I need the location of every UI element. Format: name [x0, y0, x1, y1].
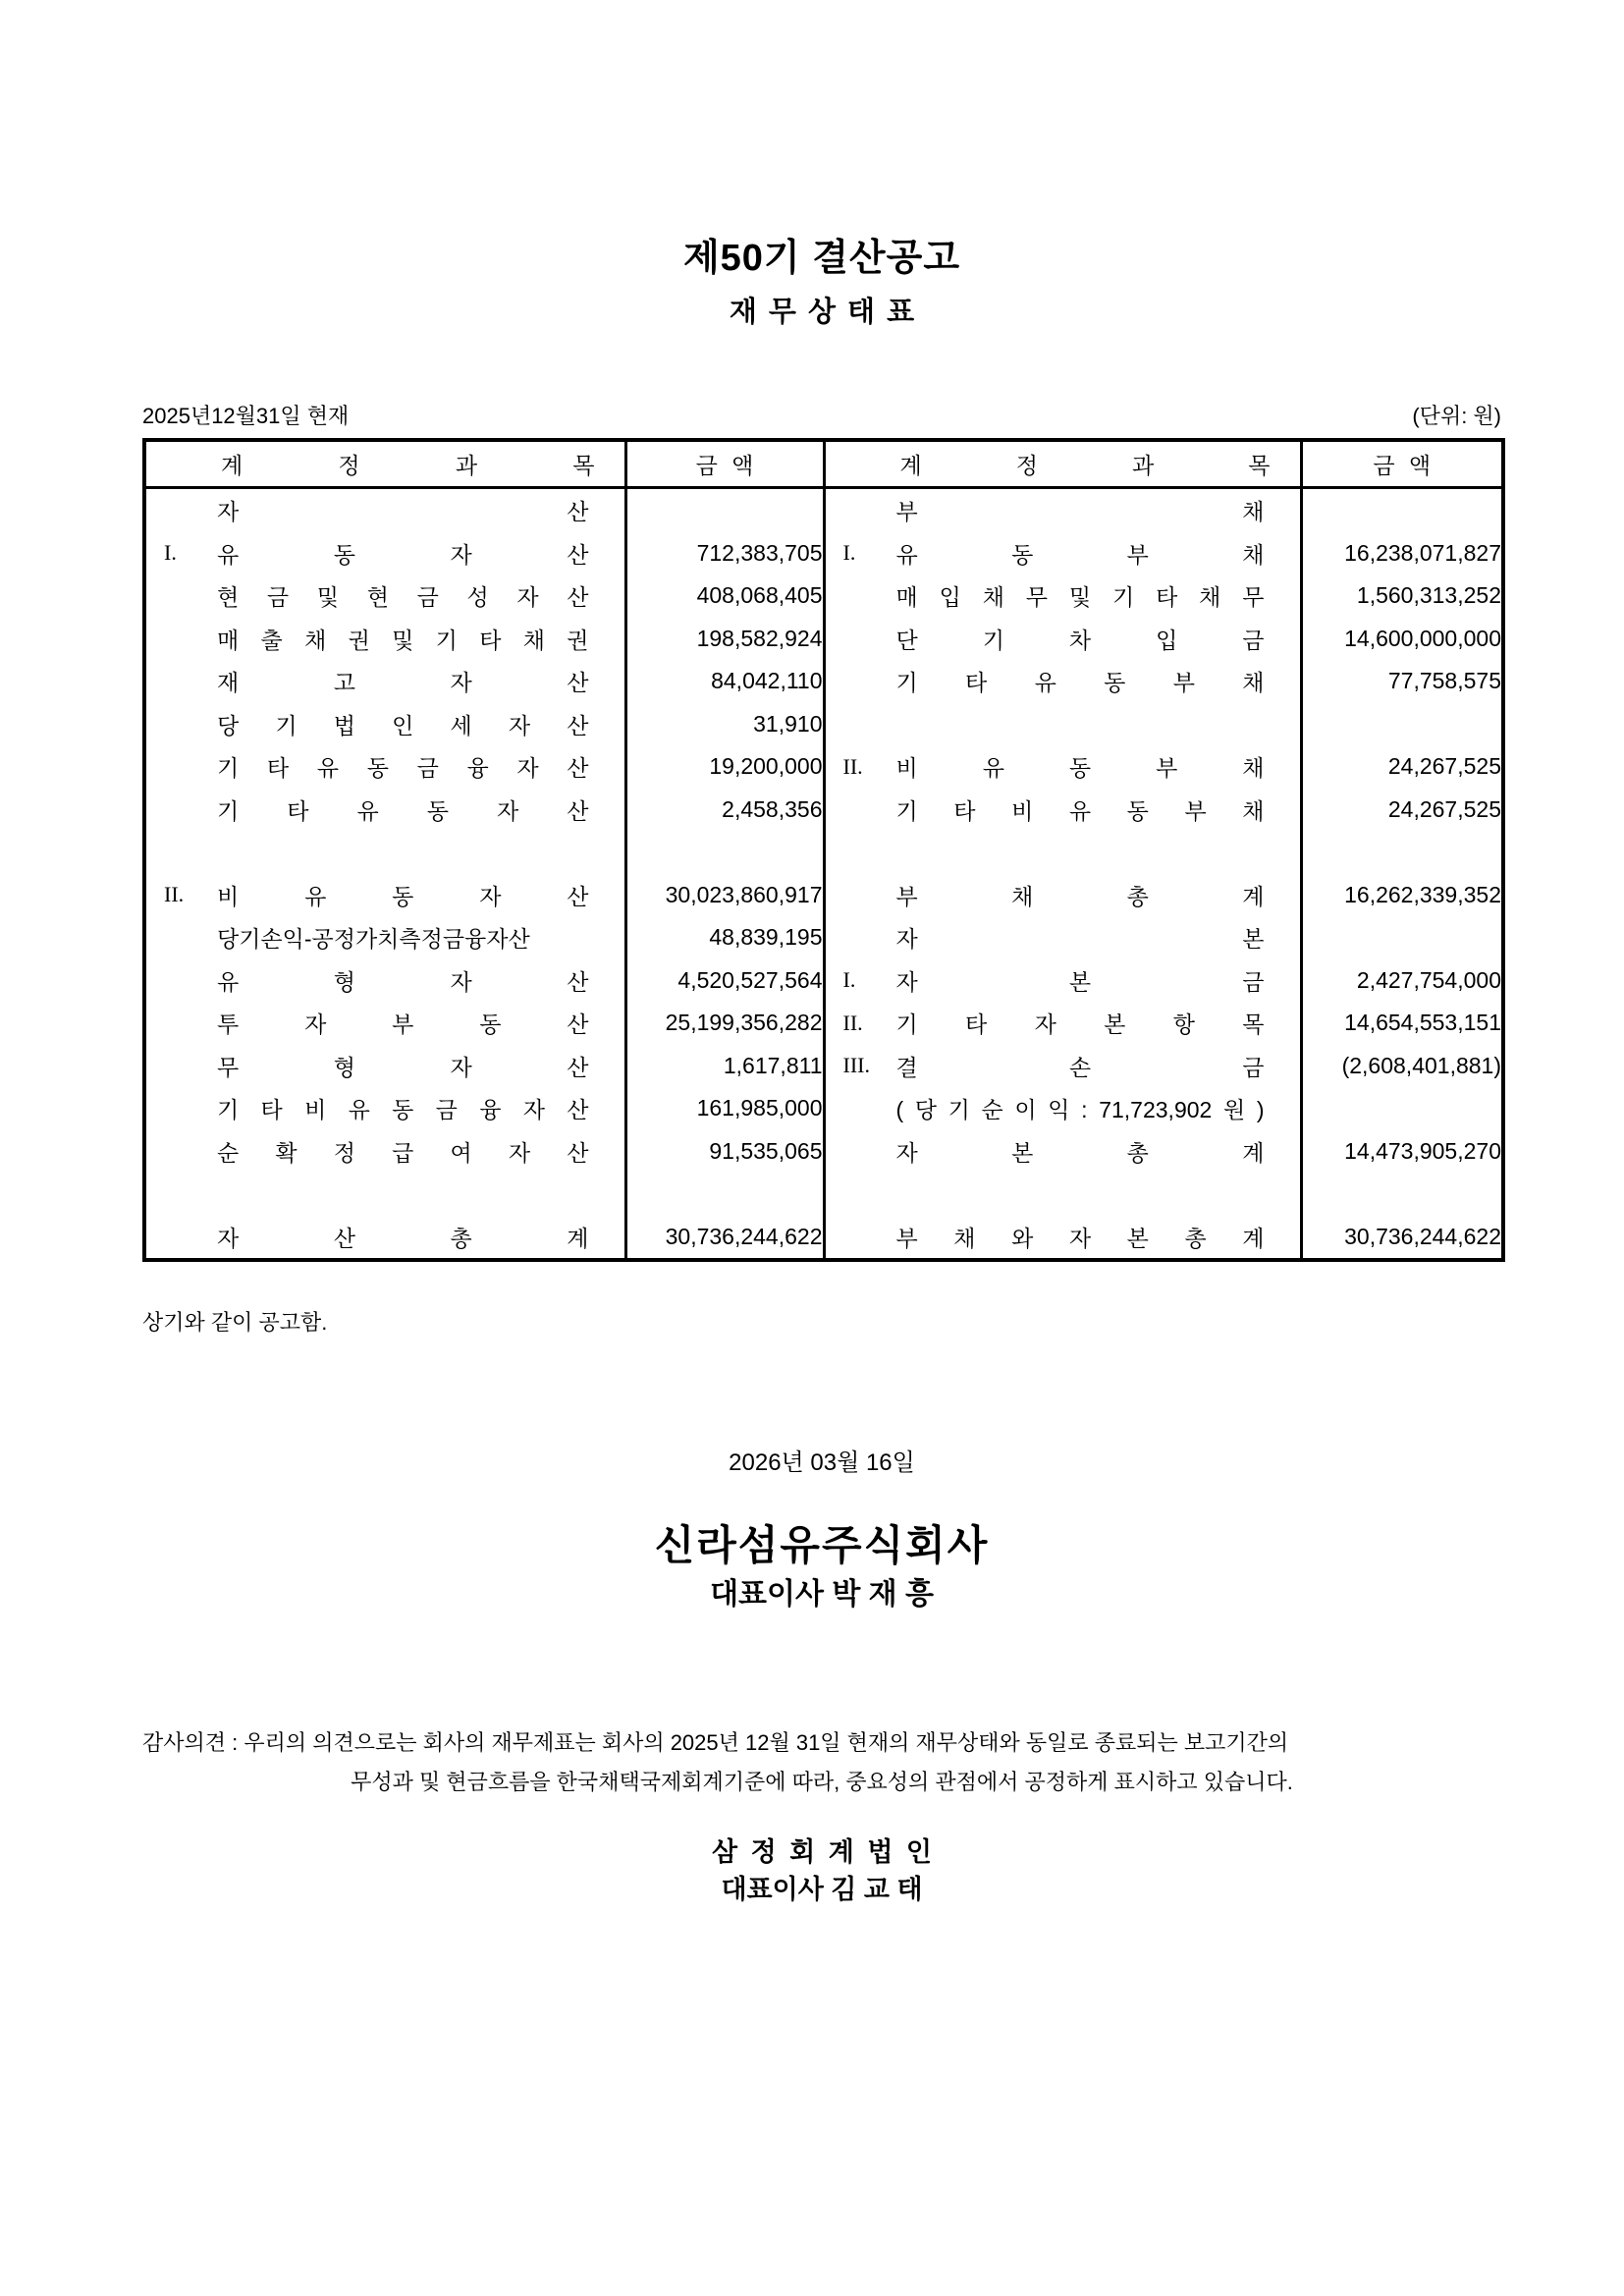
account-name-right — [824, 488, 1301, 532]
account-label: 자 본 총 계 — [895, 1139, 1265, 1166]
audit-firm-name: 삼 정 회 계 법 인 — [712, 1837, 932, 1867]
account-cell-layout — [826, 579, 1300, 612]
roman-numeral: III. — [842, 1053, 870, 1078]
account-label: 무 형 자 산 — [217, 1054, 589, 1080]
account-label: 유 동 부 채 — [895, 541, 1265, 568]
account-label: 자 산 총 계 — [217, 1225, 589, 1251]
table-row — [144, 574, 1503, 618]
account-cell-layout — [826, 750, 1300, 783]
account-label: 기 타 유 동 자 산 — [217, 797, 589, 824]
account-cell-layout — [826, 494, 1300, 526]
page-subtitle: 재 무 상 태 표 — [729, 297, 915, 328]
account-cell-layout — [146, 623, 624, 655]
table-row — [144, 618, 1503, 661]
account-cell-layout — [146, 1221, 624, 1253]
table-row — [144, 874, 1503, 917]
column-header-account-right: 계 정 과 목 — [824, 440, 1301, 488]
account-name-left — [144, 1087, 625, 1130]
amount-right — [1301, 488, 1503, 532]
account-name-left — [144, 532, 625, 575]
account-name-left — [144, 1173, 625, 1216]
table-header-row — [144, 440, 1503, 488]
account-name-right — [824, 1002, 1301, 1045]
account-name-right — [824, 1087, 1301, 1130]
account-label: 부 채 — [895, 499, 1265, 525]
amount-left: 25,199,356,282 — [625, 1002, 824, 1045]
account-cell-layout — [826, 537, 1300, 570]
account-name-right — [824, 1130, 1301, 1174]
account-label: 기 타 유 동 부 채 — [895, 670, 1265, 696]
amount-left: 408,068,405 — [625, 574, 824, 618]
amount-left: 1,617,811 — [625, 1045, 824, 1088]
amount-right: 14,473,905,270 — [1301, 1130, 1503, 1174]
account-name-right — [824, 1216, 1301, 1261]
account-label: 부 채 와 자 본 총 계 — [895, 1225, 1265, 1251]
account-name-left — [144, 1045, 625, 1088]
audit-opinion-line1: 감사의견 : 우리의 의견으로는 회사의 재무제표는 회사의 2025년 12월 31일 현재의 재무상태와 동일로 종료되는 보고기간의 — [142, 1730, 1289, 1755]
amount-left: 198,582,924 — [625, 618, 824, 661]
account-name-right — [824, 532, 1301, 575]
account-label: 당 기 법 인 세 자 산 — [217, 712, 589, 738]
amount-left: 31,910 — [625, 703, 824, 746]
table-row — [144, 1045, 1503, 1088]
column-header-amount-right: 금 액 — [1301, 440, 1503, 488]
roman-numeral: II. — [842, 753, 863, 779]
account-label: 기 타 자 본 항 목 — [895, 1011, 1265, 1038]
account-label: 비 유 동 부 채 — [895, 755, 1265, 782]
account-name-left — [144, 916, 625, 959]
account-name-right — [824, 745, 1301, 789]
account-label: ( 당 기 순 이 익 : 71,723,902 원 ) — [895, 1097, 1265, 1123]
roman-numeral: I. — [842, 540, 856, 566]
amount-left: 19,200,000 — [625, 745, 824, 789]
amount-left — [625, 831, 824, 874]
amount-left — [625, 488, 824, 532]
audit-opinion — [142, 1723, 1501, 1802]
account-cell-layout — [826, 623, 1300, 655]
table-row — [144, 1173, 1503, 1216]
account-name-left — [144, 789, 625, 832]
amount-right: 2,427,754,000 — [1301, 959, 1503, 1003]
company-name: 신라섬유주식회사 — [654, 1522, 990, 1568]
account-name-left — [144, 959, 625, 1003]
table-row — [144, 1002, 1503, 1045]
amount-right: 14,654,553,151 — [1301, 1002, 1503, 1045]
account-cell-layout — [146, 879, 624, 911]
amount-left: 30,023,860,917 — [625, 874, 824, 917]
amount-right: (2,608,401,881) — [1301, 1045, 1503, 1088]
account-cell-layout — [826, 1135, 1300, 1168]
account-name-right — [824, 916, 1301, 959]
account-cell-layout — [826, 921, 1300, 954]
account-label: 순 확 정 급 여 자 산 — [217, 1139, 589, 1166]
account-name-right — [824, 831, 1301, 874]
account-label: 매 입 채 무 및 기 타 채 무 — [895, 584, 1265, 611]
account-cell-layout — [146, 1050, 624, 1082]
account-name-left — [144, 660, 625, 703]
account-cell-layout — [146, 964, 624, 997]
roman-numeral: II. — [164, 882, 185, 907]
amount-left: 712,383,705 — [625, 532, 824, 575]
account-label: 투 자 부 동 산 — [217, 1011, 589, 1038]
account-label: 부 채 총 계 — [895, 883, 1265, 909]
account-name-left — [144, 574, 625, 618]
amount-left: 91,535,065 — [625, 1130, 824, 1174]
account-label: 기 타 유 동 금 융 자 산 — [217, 755, 589, 782]
table-row — [144, 703, 1503, 746]
account-name-right — [824, 959, 1301, 1003]
account-name-right — [824, 1045, 1301, 1088]
account-name-left — [144, 831, 625, 874]
audit-opinion-line2: 무성과 및 현금흐름을 한국채택국제회계기준에 따라, 중요성의 관점에서 공정하게 표시하고 있습니다. — [351, 1770, 1293, 1794]
table-header — [144, 440, 1503, 488]
column-header-account-left: 계 정 과 목 — [144, 440, 625, 488]
account-cell-layout — [146, 1007, 624, 1039]
account-label: 자 본 금 — [895, 968, 1265, 995]
account-cell-layout — [146, 579, 624, 612]
company-ceo: 대표이사 박 재 흥 — [710, 1578, 934, 1611]
table-row — [144, 745, 1503, 789]
amount-right — [1301, 916, 1503, 959]
amount-right — [1301, 1173, 1503, 1216]
amount-right: 24,267,525 — [1301, 745, 1503, 789]
account-name-right — [824, 703, 1301, 746]
account-label: 비 유 동 자 산 — [217, 883, 589, 909]
roman-numeral: I. — [164, 540, 177, 566]
unit-label: (단위: 원) — [1412, 404, 1501, 428]
amount-right — [1301, 1087, 1503, 1130]
amount-right: 14,600,000,000 — [1301, 618, 1503, 661]
amount-right: 1,560,313,252 — [1301, 574, 1503, 618]
account-label: 자 본 — [895, 926, 1265, 953]
table-row — [144, 916, 1503, 959]
account-cell-layout — [146, 665, 624, 697]
amount-left: 84,042,110 — [625, 660, 824, 703]
account-label: 자 산 — [217, 499, 589, 525]
account-label: 유 동 자 산 — [217, 541, 589, 568]
amount-right: 16,262,339,352 — [1301, 874, 1503, 917]
account-name-left — [144, 618, 625, 661]
account-label: 기 타 비 유 동 금 융 자 산 — [217, 1097, 589, 1123]
account-cell-layout — [826, 1050, 1300, 1082]
account-name-left — [144, 1002, 625, 1045]
amount-right: 16,238,071,827 — [1301, 532, 1503, 575]
account-cell-layout — [826, 964, 1300, 997]
table-row — [144, 1216, 1503, 1261]
account-cell-layout — [826, 793, 1300, 826]
amount-right — [1301, 831, 1503, 874]
account-name-left — [144, 745, 625, 789]
balance-sheet-table — [142, 438, 1505, 1262]
amount-left — [625, 1173, 824, 1216]
audit-firm-ceo: 대표이사 김 교 태 — [721, 1875, 923, 1904]
account-cell-layout — [826, 665, 1300, 697]
column-header-amount-left: 금 액 — [625, 440, 824, 488]
table-row — [144, 1130, 1503, 1174]
as-of-date: 2025년12월31일 현재 — [142, 404, 350, 428]
roman-numeral: I. — [842, 967, 856, 993]
account-name-right — [824, 618, 1301, 661]
account-name-right — [824, 660, 1301, 703]
amount-right: 30,736,244,622 — [1301, 1216, 1503, 1261]
amount-left: 4,520,527,564 — [625, 959, 824, 1003]
account-cell-layout — [146, 1092, 624, 1124]
account-cell-layout — [146, 537, 624, 570]
roman-numeral: II. — [842, 1010, 863, 1035]
account-name-right — [824, 874, 1301, 917]
notice-text: 상기와 같이 공고함. — [142, 1310, 328, 1335]
page-title: 제50기 결산공고 — [682, 238, 961, 279]
table-row — [144, 660, 1503, 703]
table-row — [144, 488, 1503, 532]
announcement-date: 2026년 03월 16일 — [729, 1449, 915, 1476]
table-meta-row — [142, 403, 1501, 430]
account-cell-layout — [146, 1135, 624, 1168]
table-body — [144, 488, 1503, 1261]
amount-right: 24,267,525 — [1301, 789, 1503, 832]
account-name-left — [144, 488, 625, 532]
table-row — [144, 959, 1503, 1003]
account-name-left — [144, 703, 625, 746]
account-cell-layout — [826, 1221, 1300, 1253]
account-cell-layout — [826, 1007, 1300, 1039]
account-name-left — [144, 874, 625, 917]
amount-right — [1301, 703, 1503, 746]
account-name-right — [824, 1173, 1301, 1216]
account-label: 당기손익-공정가치측정금융자산 — [217, 926, 530, 953]
table-row — [144, 532, 1503, 575]
account-label: 기 타 비 유 동 부 채 — [895, 797, 1265, 824]
amount-left: 161,985,000 — [625, 1087, 824, 1130]
account-label: 재 고 자 산 — [217, 670, 589, 696]
account-label: 결 손 금 — [895, 1054, 1265, 1080]
account-label: 현 금 및 현 금 성 자 산 — [217, 584, 589, 611]
amount-right: 77,758,575 — [1301, 660, 1503, 703]
account-cell-layout — [146, 494, 624, 526]
account-name-left — [144, 1216, 625, 1261]
account-cell-layout — [826, 1092, 1300, 1124]
account-label: 유 형 자 산 — [217, 968, 589, 995]
table-row — [144, 1087, 1503, 1130]
content-area — [0, 236, 1624, 1906]
account-name-right — [824, 574, 1301, 618]
account-cell-layout — [146, 708, 624, 740]
account-cell-layout — [146, 750, 624, 783]
account-cell-layout — [826, 879, 1300, 911]
account-cell-layout — [146, 793, 624, 826]
table-row — [144, 789, 1503, 832]
amount-left: 48,839,195 — [625, 916, 824, 959]
account-name-left — [144, 1130, 625, 1174]
amount-left: 30,736,244,622 — [625, 1216, 824, 1261]
account-name-right — [824, 789, 1301, 832]
amount-left: 2,458,356 — [625, 789, 824, 832]
account-cell-layout — [146, 921, 624, 954]
table-row — [144, 831, 1503, 874]
account-label: 매 출 채 권 및 기 타 채 권 — [217, 627, 589, 653]
account-label: 단 기 차 입 금 — [895, 627, 1265, 653]
